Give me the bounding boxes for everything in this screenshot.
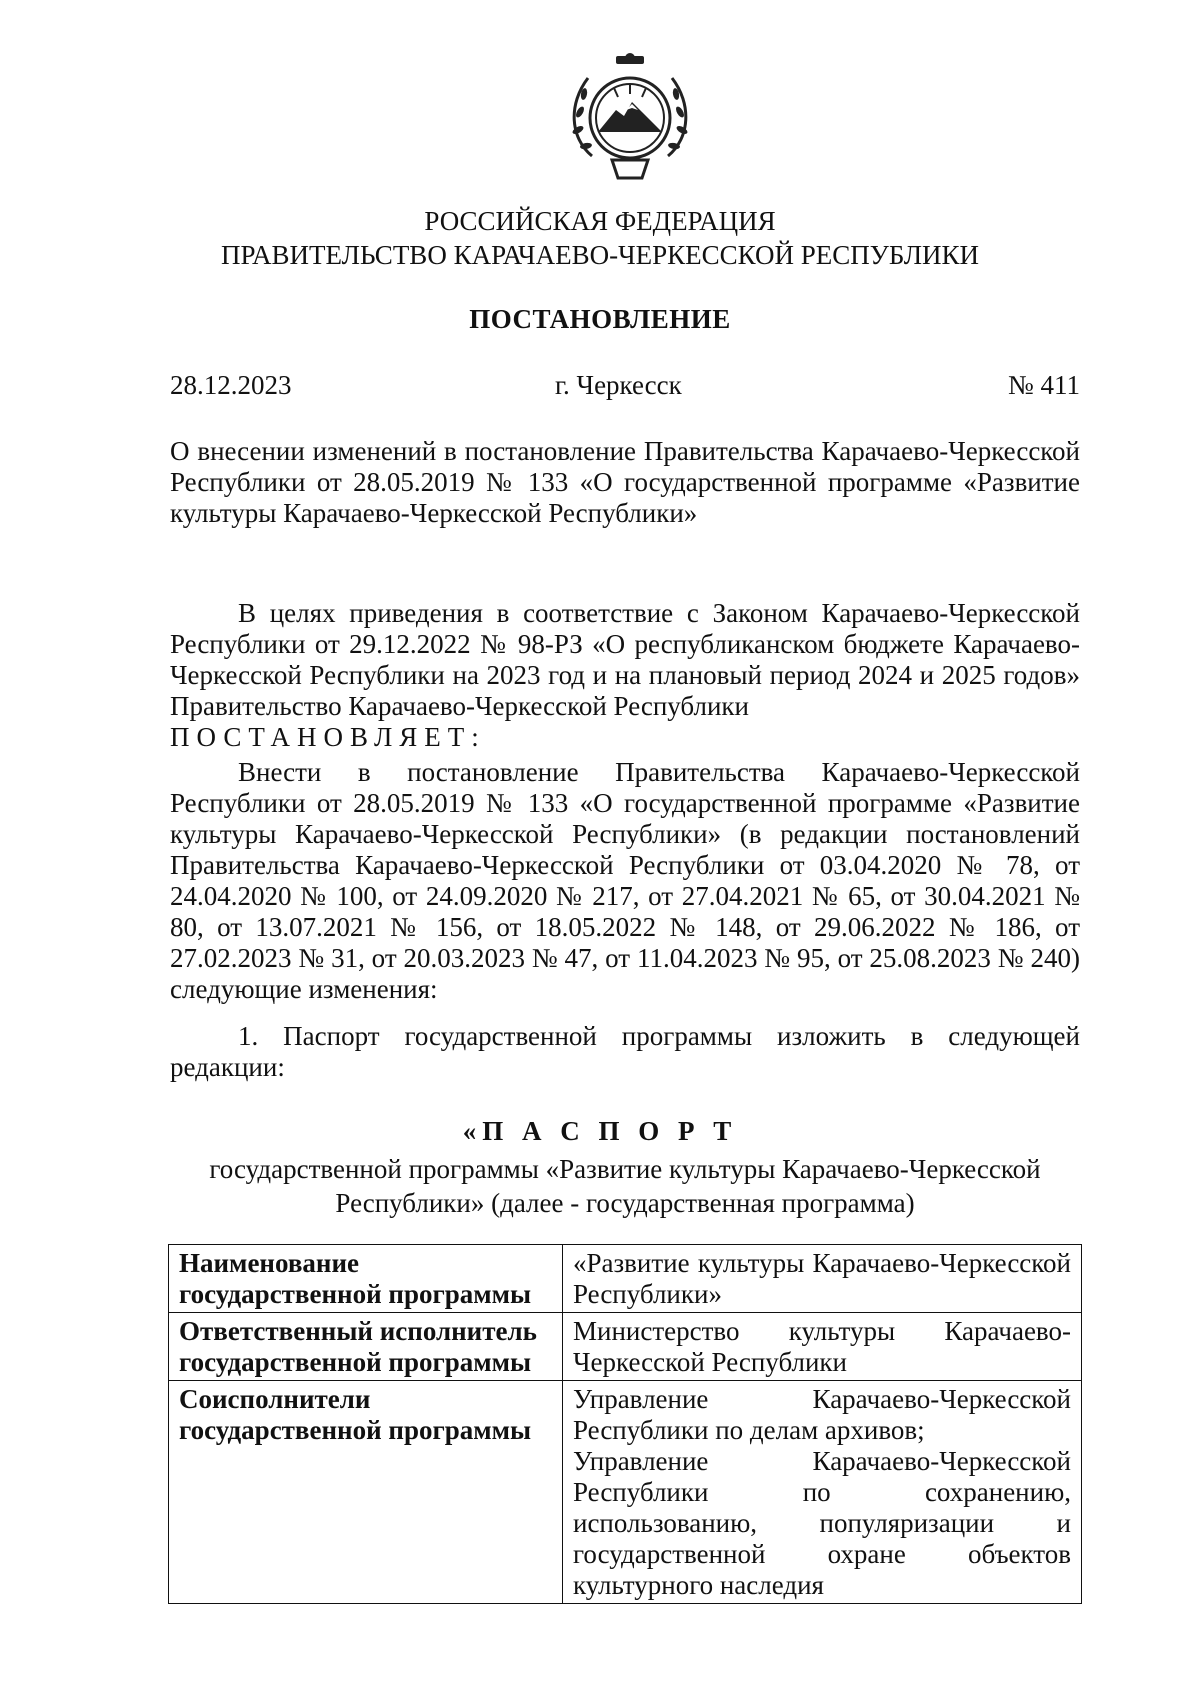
table-row (169, 1313, 1082, 1381)
doc-city: г. Черкесск (555, 370, 682, 400)
preamble-paragraph: В целях приведения в соответствие с Законом Карачаево-Черкесской Республики от 29.12.2022 № 98-РЗ «О республиканском бюджете Карачаево-Черкесской Республики на 2023 год и на плановый период 2024 и 2025 годов» Правительство Карачаево-Черкесской Республики (170, 598, 1080, 721)
passport-value (563, 1381, 1082, 1604)
passport-value (563, 1313, 1082, 1381)
clause-1-paragraph: 1. Паспорт государственной программы изложить в следующей редакции: (170, 1021, 1080, 1082)
table-row (169, 1245, 1082, 1313)
passport-value-line: Управление Карачаево-Черкесской Республики по делам архивов; (573, 1384, 1071, 1445)
coat-of-arms-emblem (562, 52, 698, 188)
passport-value-line: «Развитие культуры Карачаево-Черкесской Республики» (573, 1248, 1071, 1309)
doc-date: 28.12.2023 (170, 370, 292, 400)
passport-key: Ответственный исполнитель государственной программы (169, 1313, 563, 1381)
passport-key: Наименование государственной программы (169, 1245, 563, 1313)
doc-subject: О внесении изменений в постановление Правительства Карачаево-Черкесской Республики от 28.05.2019 № 133 «О государственной программе «Развитие культуры Карачаево-Черкесской Республики» (170, 436, 1080, 528)
header-government: ПРАВИТЕЛЬСТВО КАРАЧАЕВО-ЧЕРКЕССКОЙ РЕСПУБЛИКИ (220, 240, 980, 270)
passport-key: Соисполнители государственной программы (169, 1381, 563, 1604)
resolves-word: ПОСТАНОВЛЯЕТ: (170, 722, 486, 752)
doc-number: № 411 (1007, 370, 1080, 400)
passport-subtitle: государственной программы «Развитие культуры Карачаево-Черкесской Республики» (далее - государственная программа) (209, 1154, 1041, 1218)
passport-value-line: Министерство культуры Карачаево-Черкесской Республики (573, 1316, 1071, 1377)
header-country: РОССИЙСКАЯ ФЕДЕРАЦИЯ (424, 206, 776, 236)
passport-table (168, 1244, 1082, 1604)
passport-value (563, 1245, 1082, 1313)
passport-value-line: Управление Карачаево-Черкесской Республики по сохранению, использованию, популяризации и государственной охране объектов культурного наследия (573, 1446, 1071, 1600)
passport-title: «П А С П О Р Т (462, 1116, 738, 1146)
table-row (169, 1381, 1082, 1604)
doc-type-title: ПОСТАНОВЛЕНИЕ (469, 304, 731, 334)
clause-intro-paragraph: Внести в постановление Правительства Карачаево-Черкесской Республики от 28.05.2019 № 133 «О государственной программе «Развитие культуры Карачаево-Черкесской Республики» (в редакции постановлений Правительства Карачаево-Черкесской Республики от 03.04.2020 № 78, от 24.04.2020 № 100, от 24.09.2020 № 217, от 27.04.2021 № 65, от 30.04.2021 № 80, от 13.07.2021 № 156, от 18.05.2022 № 148, от 29.06.2022 № 186, от 27.02.2023 № 31, от 20.03.2023 № 47, от 11.04.2023 № 95, от 25.08.2023 № 240) следующие изменения: (170, 757, 1080, 1004)
